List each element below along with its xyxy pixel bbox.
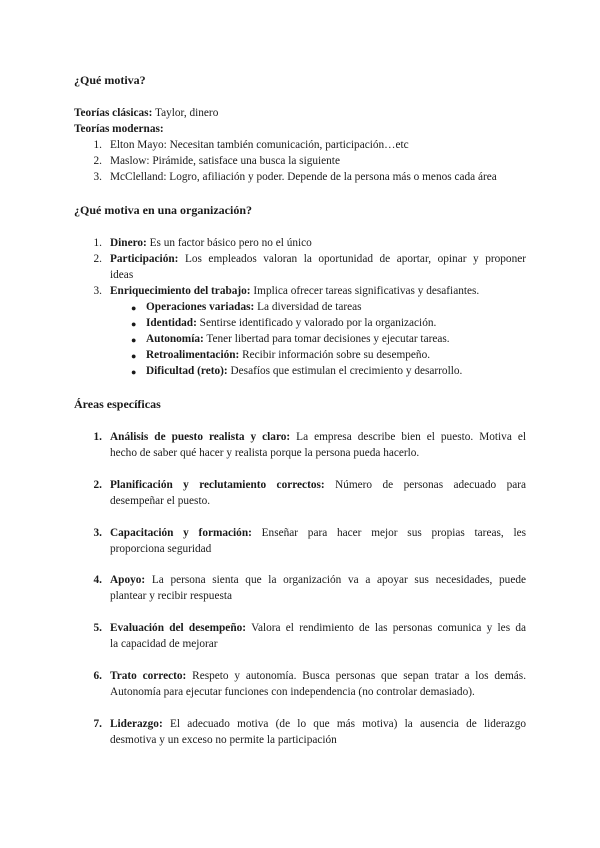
bullet-item: Autonomía: Tener libertad para tomar decisiones y ejecutar tareas. bbox=[146, 333, 450, 345]
classic-text: Taylor, dinero bbox=[152, 107, 219, 119]
modern-theories-label: Teorías modernas: bbox=[74, 123, 164, 135]
heading-areas: Áreas específicas bbox=[74, 397, 161, 411]
area-item-line2: plantear y recibir respuesta bbox=[110, 590, 233, 602]
list-number: 6. bbox=[93, 670, 102, 682]
area-item-line1: Capacitación y formación: Enseñar para hacer mejor sus propias tareas, les bbox=[110, 527, 526, 539]
area-item-line1: Trato correcto: Respeto y autonomía. Busca personas que sepan tratar a los demás. bbox=[110, 670, 527, 682]
bullet-item: Identidad: Sentirse identificado y valorado por la organización. bbox=[146, 317, 437, 329]
list-item-continuation: ideas bbox=[110, 269, 134, 281]
list-number: 3. bbox=[93, 527, 102, 539]
area-item-line2: la capacidad de mejorar bbox=[110, 638, 218, 650]
classic-label: Teorías clásicas: bbox=[74, 107, 153, 119]
bullet-icon: ● bbox=[131, 351, 137, 361]
list-number: 7. bbox=[93, 718, 102, 730]
list-number: 1. bbox=[93, 431, 102, 443]
bullet-item: Dificultad (reto): Desafíos que estimulan el crecimiento y desarrollo. bbox=[146, 365, 463, 377]
classic-theories-line bbox=[74, 105, 218, 121]
area-item-line2: proporciona seguridad bbox=[110, 543, 212, 555]
list-number: 2. bbox=[93, 253, 102, 265]
area-item-line1: Planificación y reclutamiento correctos: Número de personas adecuado para bbox=[110, 479, 527, 491]
area-item-line2: hecho de saber qué hacer y realista porque la persona pueda hacerlo. bbox=[110, 447, 420, 459]
bullet-item: Operaciones variadas: La diversidad de tareas bbox=[146, 301, 362, 313]
list-item: Dinero: Es un factor básico pero no el único bbox=[110, 237, 312, 249]
heading-que-motiva: ¿Qué motiva? bbox=[74, 73, 146, 87]
area-item-line2: desempeñar el puesto. bbox=[110, 495, 211, 507]
list-number: 5. bbox=[93, 622, 102, 634]
area-item-line1: Apoyo: La persona sienta que la organización va a apoyar sus necesidades, puede bbox=[110, 574, 526, 586]
bullet-icon: ● bbox=[131, 367, 137, 377]
bullet-icon: ● bbox=[131, 319, 137, 329]
list-number: 1. bbox=[93, 237, 102, 249]
list-item: Maslow: Pirámide, satisface una busca la siguiente bbox=[110, 155, 340, 167]
list-number: 1. bbox=[93, 139, 102, 151]
list-item: McClelland: Logro, afiliación y poder. Depende de la persona más o menos cada área bbox=[110, 171, 497, 183]
area-item-line2: Autonomía para ejecutar funciones con independencia (no controlar demasiado). bbox=[110, 686, 475, 698]
list-number: 3. bbox=[93, 285, 102, 297]
area-item-line2: desmotiva y un exceso no permite la participación bbox=[110, 734, 337, 746]
list-item: Enriquecimiento del trabajo: Implica ofrecer tareas significativas y desafiantes. bbox=[110, 285, 480, 297]
area-item-line1: Análisis de puesto realista y claro: La empresa describe bien el puesto. Motiva el bbox=[110, 431, 526, 443]
bullet-item: Retroalimentación: Recibir información sobre su desempeño. bbox=[146, 349, 431, 361]
heading-organizacion: ¿Qué motiva en una organización? bbox=[74, 203, 253, 217]
list-number: 2. bbox=[93, 479, 102, 491]
list-number: 4. bbox=[93, 574, 102, 586]
area-item-line1: Liderazgo: El adecuado motiva (de lo que más motiva) la ausencia de liderazgo bbox=[110, 718, 526, 730]
list-number: 3. bbox=[93, 171, 102, 183]
list-number: 2. bbox=[93, 155, 102, 167]
list-item: Participación: Los empleados valoran la oportunidad de aportar, opinar y proponer bbox=[110, 253, 526, 265]
bullet-icon: ● bbox=[131, 335, 137, 345]
list-item: Elton Mayo: Necesitan también comunicación, participación…etc bbox=[110, 139, 409, 151]
area-item-line1: Evaluación del desempeño: Valora el rendimiento de las personas comunica y les da bbox=[110, 622, 526, 634]
bullet-icon: ● bbox=[131, 303, 137, 313]
